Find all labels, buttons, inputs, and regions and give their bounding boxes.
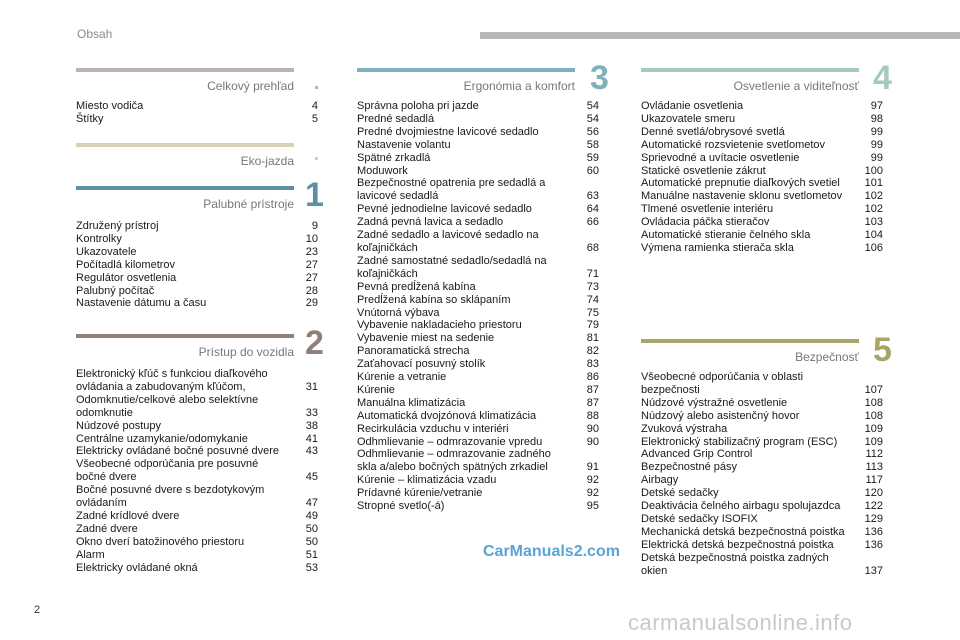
toc-entry[interactable] [76,549,318,562]
toc-entry-page: 99 [870,151,883,164]
toc-entry-title: Manuálne nastavenie sklonu svetlometov [641,190,843,203]
toc-entry[interactable] [357,345,599,358]
toc-entry[interactable] [76,458,318,484]
toc-entry-page: 68 [586,241,599,254]
toc-entry-page: 108 [864,409,883,422]
section-number-5: 5 [873,331,892,369]
toc-entry-title: Bezpečnostné opatrenia pre sedadlá a lavicové sedadlá [357,177,546,203]
toc-entry-title: Núdzový alebo asistenčný hovor [641,409,800,422]
toc-entry-title: Kúrenie – klimatizácia vzadu [357,474,497,487]
toc-entry[interactable] [357,113,599,126]
toc-entry-title: Stropné svetlo(-á) [357,500,445,513]
toc-entry-page: 107 [864,383,883,396]
toc-entry-page: 43 [305,445,318,458]
toc-entry[interactable] [357,165,599,178]
toc-entry-page: 73 [586,280,599,293]
toc-entry[interactable] [76,562,318,575]
toc-entry-title: Štítky [76,112,104,125]
page-number: 2 [34,604,41,616]
toc-entry[interactable] [357,487,599,500]
toc-entry-page: 92 [586,487,599,500]
toc-entry-page: 71 [586,267,599,280]
toc-entry-page: 92 [586,474,599,487]
toc-entry-page: 99 [870,125,883,138]
toc-entry[interactable] [641,474,883,487]
toc-entry-title: Automatické rozsvietenie svetlometov [641,138,826,151]
toc-entry[interactable] [76,433,318,446]
toc-entry-page: 136 [864,538,883,551]
section-bar-bezpecnost [641,339,859,343]
toc-entry-page: 109 [864,422,883,435]
toc-entry[interactable] [641,242,883,255]
toc-entry[interactable] [641,100,883,113]
toc-entry[interactable] [76,297,318,310]
toc-entry[interactable] [76,259,318,272]
toc-entry-page: 82 [586,345,599,358]
toc-entry-title: Výmena ramienka stierača skla [641,241,794,254]
section-eko [76,143,318,168]
toc-entry-page: 33 [305,406,318,419]
toc-entry-title: Deaktivácia čelného airbagu spolujazdca [641,500,841,513]
toc-entry[interactable] [76,523,318,536]
toc-entry-title: Pevné jednodielne lavicové sedadlo [357,203,532,216]
section-dot-eko [315,157,318,160]
toc-entry[interactable] [641,190,883,203]
toc-entry[interactable] [641,487,883,500]
toc-entry-title: Združený prístroj [76,220,159,232]
toc-entry-title: Zaťahovací posuvný stolík [357,358,486,371]
toc-entry-page: 112 [865,448,883,461]
toc-entry-title: Zadné samostatné sedadlo/sedadlá na koľajničkách [357,254,547,280]
section-ergonomia [357,68,599,513]
toc-entry-page: 28 [305,284,318,297]
toc-entry-page: 49 [305,509,318,522]
toc-entry-title: Odomknutie/celkové alebo selektívne odomknutie [76,393,259,419]
toc-entry-page: 45 [305,471,318,484]
toc-entry-page: 137 [864,564,883,577]
toc-entry[interactable] [357,410,599,423]
toc-entry-page: 129 [864,512,883,525]
toc-entry-page: 104 [864,229,883,242]
toc-entry-page: 91 [586,461,599,474]
toc-entry-title: Kúrenie [357,383,395,396]
toc-entry-title: Denné svetlá/obrysové svetlá [641,125,785,138]
toc-entry[interactable] [76,285,318,298]
toc-entry-title: Odhmlievanie – odmrazovanie zadného skla a/alebo bočných spätných zrkadiel [357,448,551,474]
toc-entry-title: Zadné dvere [76,522,138,535]
toc-list-bezpecnost [641,371,883,578]
toc-entry[interactable] [641,126,883,139]
toc-entry-page: 54 [586,100,599,112]
toc-entry-page: 136 [864,525,883,538]
toc-entry-title: Advanced Grip Control [641,448,753,461]
toc-entry-title: Detské sedačky ISOFIX [641,512,758,525]
toc-entry[interactable] [76,220,318,233]
toc-entry-title: Bezpečnostné pásy [641,461,738,474]
toc-entry-title: Nastavenie dátumu a času [76,297,207,310]
toc-entry-title: Predné dvojmiestne lavicové sedadlo [357,125,539,138]
toc-entry-title: Ovládacia páčka stieračov [641,216,770,229]
toc-entry[interactable] [641,423,883,436]
section-title-ergonomia: Ergonómia a komfort [463,79,575,93]
toc-list-pristup [76,368,318,575]
toc-entry[interactable] [357,436,599,449]
toc-entry-title: Moduwork [357,164,408,177]
toc-entry-title: Mechanická detská bezpečnostná poistka [641,525,845,538]
toc-entry-page: 109 [864,435,883,448]
section-number-2: 2 [305,324,324,362]
toc-entry-title: Detská bezpečnostná poistka zadných okien [641,551,829,577]
toc-entry[interactable] [641,397,883,410]
toc-entry-page: 122 [864,500,883,513]
toc-entry-page: 27 [305,258,318,271]
toc-entry-page: 38 [305,419,318,432]
toc-entry[interactable] [641,552,883,578]
toc-entry-page: 88 [586,409,599,422]
toc-entry[interactable] [76,510,318,523]
toc-entry[interactable] [357,216,599,229]
toc-entry-page: 56 [586,125,599,138]
toc-entry[interactable] [76,445,318,458]
section-osvetlenie [641,68,883,255]
toc-entry-title: Statické osvetlenie zákrut [641,164,766,177]
toc-entry-title: Predĺžená kabína so sklápaním [357,293,511,306]
toc-entry[interactable] [357,423,599,436]
section-pristup [76,334,318,575]
toc-entry-page: 87 [586,396,599,409]
section-title-osvetlenie: Osvetlenie a viditeľnosť [733,79,859,93]
toc-entry-title: Všeobecné odporúčania v oblasti bezpečnosti [641,371,804,396]
section-title-pristup: Prístup do vozidla [198,345,294,359]
toc-entry-title: Elektrická detská bezpečnostná poistka [641,538,834,551]
toc-entry-page: 29 [305,297,318,310]
toc-entry[interactable] [641,203,883,216]
toc-entry-page: 99 [870,138,883,151]
section-palubne [76,186,318,310]
toc-entry[interactable] [357,397,599,410]
toc-list-palubne [76,220,318,310]
toc-entry-title: Ukazovatele smeru [641,112,736,125]
toc-entry[interactable] [641,436,883,449]
toc-entry-title: Miesto vodiča [76,100,144,112]
toc-entry-title: Zvuková výstraha [641,422,728,435]
section-title-bezpecnost: Bezpečnosť [795,350,859,364]
toc-entry-page: 90 [586,435,599,448]
toc-entry[interactable] [357,448,599,474]
toc-entry-page: 103 [864,216,883,229]
toc-entry-page: 98 [870,112,883,125]
toc-entry-title: Elektricky ovládané okná [76,561,198,574]
toc-list-osvetlenie [641,100,883,255]
toc-entry-page: 102 [864,190,883,203]
toc-entry-title: Tlmené osvetlenie interiéru [641,203,774,216]
toc-entry-page: 86 [586,371,599,384]
toc-entry[interactable] [641,410,883,423]
toc-entry-title: Manuálna klimatizácia [357,396,466,409]
toc-entry-title: Núdzové postupy [76,419,161,432]
toc-entry[interactable] [641,371,883,397]
toc-entry[interactable] [641,229,883,242]
toc-entry-page: 51 [305,548,318,561]
toc-entry-page: 75 [586,306,599,319]
toc-entry-page: 23 [305,245,318,258]
toc-entry-page: 59 [586,151,599,164]
toc-entry-page: 117 [865,474,883,487]
toc-entry-title: Palubný počítač [76,284,155,297]
toc-entry-title: Ovládanie osvetlenia [641,100,744,112]
toc-entry-page: 83 [586,358,599,371]
toc-entry[interactable] [641,139,883,152]
toc-entry[interactable] [641,448,883,461]
toc-entry-title: Zadné sedadlo a lavicové sedadlo na koľajničkách [357,229,539,254]
toc-entry-page: 66 [586,216,599,229]
toc-entry-page: 108 [864,396,883,409]
toc-entry-title: Detské sedačky [641,487,719,500]
toc-entry[interactable] [357,255,599,281]
toc-entry[interactable] [76,368,318,394]
toc-entry-title: Alarm [76,548,105,561]
toc-entry-page: 4 [311,100,318,112]
toc-entry-page: 50 [305,522,318,535]
toc-entry-page: 47 [305,497,318,510]
toc-entry[interactable] [641,152,883,165]
toc-entry[interactable] [76,420,318,433]
toc-entry-page: 54 [586,112,599,125]
toc-entry[interactable] [641,539,883,552]
toc-entry[interactable] [357,384,599,397]
toc-entry-page: 95 [586,500,599,513]
section-bar-eko [76,143,294,147]
toc-entry-page: 97 [870,100,883,112]
toc-entry[interactable] [641,165,883,178]
toc-entry[interactable] [357,358,599,371]
column-1 [76,68,318,126]
toc-entry-title: Zadná pevná lavica a sedadlo [357,216,504,229]
toc-entry-page: 101 [864,177,883,190]
toc-entry-page: 113 [865,461,883,474]
toc-entry-title: Airbagy [641,474,679,487]
toc-entry-page: 79 [586,319,599,332]
toc-entry-page: 10 [305,232,318,245]
toc-entry-page: 5 [311,112,318,125]
toc-entry[interactable] [641,177,883,190]
toc-entry-title: Kúrenie a vetranie [357,371,447,384]
page-header-title: Obsah [77,27,113,41]
section-bar-osvetlenie [641,68,859,72]
toc-entry[interactable] [357,371,599,384]
toc-entry-title: Okno dverí batožinového priestoru [76,535,245,548]
toc-entry-title: Vybavenie miest na sedenie [357,332,495,345]
toc-entry[interactable] [357,177,599,203]
toc-entry[interactable] [357,152,599,165]
toc-entry-title: Automatické prepnutie diaľkových svetiel [641,177,840,190]
toc-entry[interactable] [357,229,599,255]
toc-entry[interactable] [357,126,599,139]
toc-entry-page: 27 [305,271,318,284]
section-number-4: 4 [873,59,892,97]
toc-entry[interactable] [76,100,318,113]
toc-entry-page: 41 [305,432,318,445]
toc-entry-title: Predné sedadlá [357,112,435,125]
watermark-carmanuals: CarManuals2.com [483,543,620,560]
toc-list-ergonomia [357,100,599,513]
toc-entry-page: 102 [864,203,883,216]
toc-entry[interactable] [357,294,599,307]
toc-entry-page: 9 [311,220,318,232]
toc-entry-page: 60 [586,164,599,177]
toc-entry[interactable] [641,461,883,474]
toc-entry-title: Automatická dvojzónová klimatizácia [357,409,537,422]
toc-entry[interactable] [76,272,318,285]
toc-entry-title: Elektricky ovládané bočné posuvné dvere [76,445,280,458]
toc-entry[interactable] [76,536,318,549]
toc-entry-title: Regulátor osvetlenia [76,271,177,284]
toc-entry[interactable] [357,281,599,294]
section-title-eko: Eko-jazda [240,154,294,168]
toc-entry-title: Nastavenie volantu [357,138,451,151]
header-bar [480,32,960,39]
toc-entry[interactable] [641,216,883,229]
toc-entry-page: 31 [305,380,318,393]
toc-entry-page: 100 [864,164,883,177]
toc-entry[interactable] [76,394,318,420]
toc-entry-page: 50 [305,535,318,548]
section-title-celkovy: Celkový prehľad [207,79,294,93]
toc-entry-title: Panoramatická strecha [357,345,470,358]
toc-entry-title: Bočné posuvné dvere s bezdotykovým ovládaním [76,484,265,510]
toc-entry[interactable] [357,474,599,487]
toc-entry-title: Prídavné kúrenie/vetranie [357,487,483,500]
toc-entry-title: Kontrolky [76,232,122,245]
toc-entry-title: Elektronický kľúč s funkciou diaľkového ovládania a zabudovaným kľúčom, [76,368,268,393]
toc-entry-title: Spätné zrkadlá [357,151,431,164]
toc-entry-title: Vnútorná výbava [357,306,440,319]
section-bar-ergonomia [357,68,575,72]
toc-entry[interactable] [357,332,599,345]
toc-entry-page: 81 [586,332,599,345]
toc-entry-page: 87 [586,383,599,396]
toc-entry-page: 106 [864,241,883,254]
toc-entry-page: 90 [586,422,599,435]
section-number-3: 3 [590,59,609,97]
watermark-footer: carmanualsonline.info [628,610,853,635]
toc-entry-title: Správna poloha pri jazde [357,100,479,112]
section-number-1: 1 [305,176,324,214]
toc-entry-page: 64 [586,203,599,216]
section-bezpecnost [641,339,883,578]
toc-entry-page: 58 [586,138,599,151]
toc-entry[interactable] [357,500,599,513]
toc-entry[interactable] [76,233,318,246]
toc-entry-title: Automatické stieranie čelného skla [641,229,811,242]
toc-entry[interactable] [641,526,883,539]
toc-entry[interactable] [76,113,318,126]
toc-entry-title: Elektronický stabilizačný program (ESC) [641,435,838,448]
toc-entry-title: Všeobecné odporúčania pre posuvné bočné dvere [76,458,259,484]
section-bar-celkovy [76,68,294,72]
toc-entry[interactable] [641,113,883,126]
toc-entry-title: Odhmlievanie – odmrazovanie vpredu [357,435,543,448]
toc-entry-title: Sprievodné a uvítacie osvetlenie [641,151,800,164]
toc-entry-title: Pevná predĺžená kabína [357,280,476,293]
toc-entry-title: Núdzové výstražné osvetlenie [641,396,788,409]
toc-entry[interactable] [357,203,599,216]
toc-entry[interactable] [357,100,599,113]
toc-entry-title: Počítadlá kilometrov [76,258,176,271]
toc-entry[interactable] [357,139,599,152]
toc-entry[interactable] [76,246,318,259]
section-dot-celkovy [315,86,318,89]
toc-entry-title: Zadné krídlové dvere [76,509,180,522]
toc-entry-title: Ukazovatele [76,245,137,258]
toc-entry-page: 53 [305,561,318,574]
toc-entry-title: Vybavenie nakladacieho priestoru [357,319,522,332]
toc-entry[interactable] [641,513,883,526]
toc-list-celkovy [76,100,318,126]
section-title-palubne: Palubné prístroje [203,197,294,211]
toc-entry-title: Centrálne uzamykanie/odomykanie [76,432,248,445]
toc-entry-page: 120 [864,487,883,500]
toc-entry[interactable] [357,307,599,320]
section-bar-pristup [76,334,294,338]
toc-entry-title: Recirkulácia vzduchu v interiéri [357,422,509,435]
toc-entry-page: 74 [586,293,599,306]
toc-entry[interactable] [76,484,318,510]
section-bar-palubne [76,186,294,190]
toc-entry-page: 63 [586,190,599,203]
toc-entry[interactable] [641,500,883,513]
toc-entry[interactable] [357,319,599,332]
